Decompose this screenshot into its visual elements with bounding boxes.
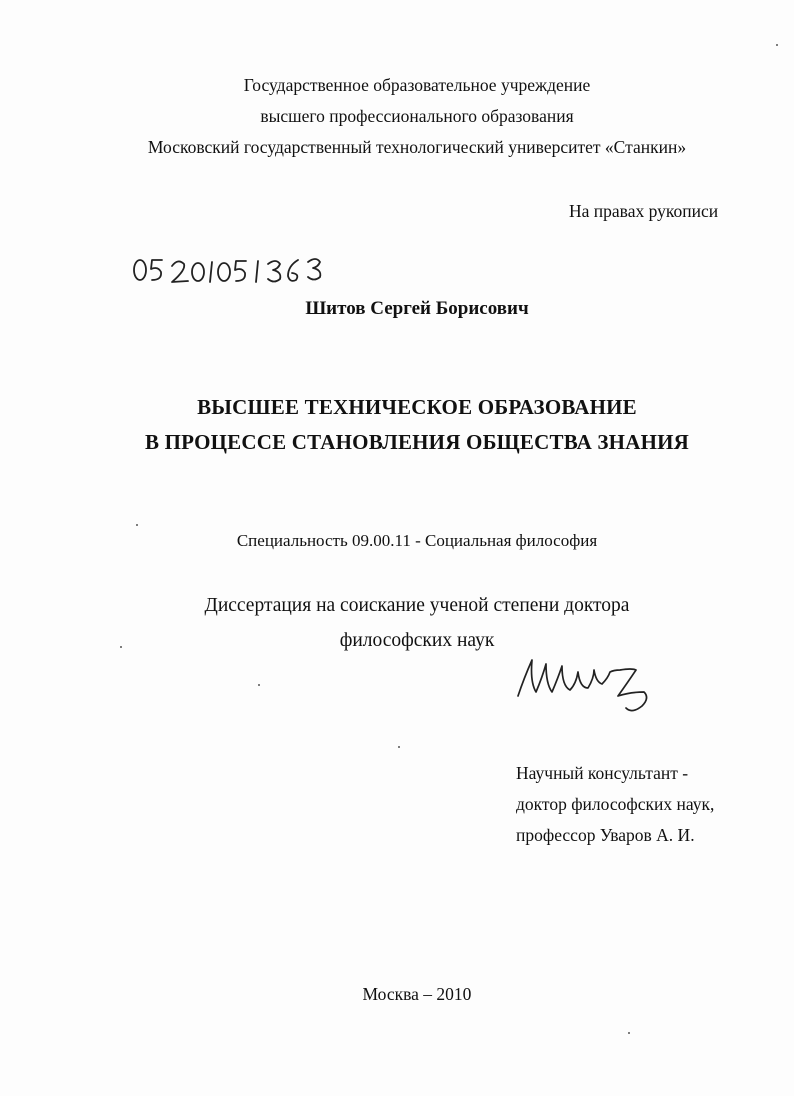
dissertation-title-line-1: ВЫСШЕЕ ТЕХНИЧЕСКОЕ ОБРАЗОВАНИЕ [197, 395, 637, 419]
handwritten-registration-number [128, 252, 338, 288]
institution-line-1: Государственное образовательное учреждение [243, 75, 591, 95]
scan-speck [776, 44, 778, 46]
author-signature [510, 648, 670, 718]
consultant-role: Научный консультант - [516, 763, 689, 783]
scan-speck [398, 746, 400, 748]
scan-speck [136, 524, 138, 526]
specialty-line: Специальность 09.00.11 - Социальная философия [236, 531, 598, 550]
dissertation-title-line-2: В ПРОЦЕССЕ СТАНОВЛЕНИЯ ОБЩЕСТВА ЗНАНИЯ [144, 430, 690, 454]
consultant-degree: доктор философских наук, [516, 794, 715, 814]
degree-line-2: философских наук [339, 630, 495, 651]
institution-line-2: высшего профессионального образования [260, 106, 574, 126]
degree-line-1: Диссертация на соискание ученой степени доктора [204, 595, 630, 616]
institution-line-3: Московский государственный технологический университет «Станкин» [147, 137, 687, 157]
scan-speck [628, 1032, 630, 1034]
scan-speck [258, 684, 260, 686]
city-year: Москва – 2010 [362, 984, 472, 1004]
scan-speck [120, 646, 122, 648]
consultant-name: профессор Уваров А. И. [516, 825, 695, 845]
author-name: Шитов Сергей Борисович [305, 298, 529, 319]
manuscript-note: На правах рукописи [569, 201, 719, 221]
